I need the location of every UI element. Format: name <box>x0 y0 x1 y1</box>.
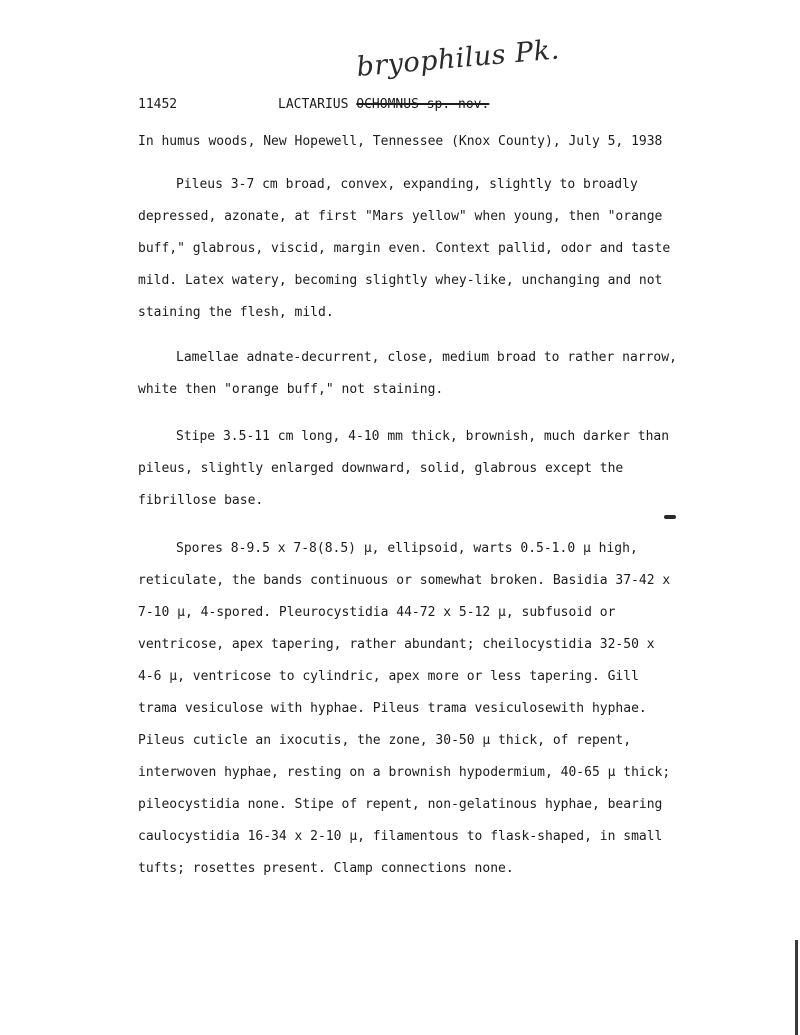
lamellae-paragraph <box>138 342 698 406</box>
text-line: fibrillose base. <box>138 493 264 508</box>
stipe-paragraph <box>138 421 698 517</box>
struck-epithet: OCHOMNUS sp. nov. <box>356 97 490 112</box>
text-line: 7-10 µ, 4-spored. Pleurocystidia 44-72 x 5-12 µ, subfusoid or <box>138 605 616 620</box>
text-line: tufts; rosettes present. Clamp connections none. <box>138 861 514 876</box>
scan-edge-shadow <box>795 940 798 1035</box>
text-line: depressed, azonate, at first "Mars yellow" when young, then "orange <box>138 209 663 224</box>
text-line: 4-6 µ, ventricose to cylindric, apex more or less tapering. Gill <box>138 669 639 684</box>
text-line: Stipe 3.5-11 cm long, 4-10 mm thick, brownish, much darker than <box>176 429 670 444</box>
text-line: buff," glabrous, viscid, margin even. Context pallid, odor and taste <box>138 241 671 256</box>
spores-paragraph <box>138 533 698 885</box>
ink-mark <box>664 515 676 519</box>
pileus-paragraph <box>138 169 698 329</box>
handwritten-annotation: bryophilus Pk. <box>355 34 561 83</box>
locality-line: In humus woods, New Hopewell, Tennessee (Knox County), July 5, 1938 <box>138 134 663 149</box>
text-line: reticulate, the bands continuous or somewhat broken. Basidia 37-42 x <box>138 573 671 588</box>
text-line: Pileus 3-7 cm broad, convex, expanding, slightly to broadly <box>176 177 638 192</box>
genus-name: LACTARIUS <box>278 97 349 112</box>
accession-number: 11452 <box>138 97 178 112</box>
text-line: mild. Latex watery, becoming slightly whey-like, unchanging and not <box>138 273 663 288</box>
header-line <box>138 97 489 112</box>
text-line: white then "orange buff," not staining. <box>138 382 444 397</box>
text-line: ventricose, apex tapering, rather abundant; cheilocystidia 32-50 x <box>138 637 655 652</box>
text-line: caulocystidia 16-34 x 2-10 µ, filamentous to flask-shaped, in small <box>138 829 663 844</box>
text-line: interwoven hyphae, resting on a brownish hypodermium, 40-65 µ thick; <box>138 765 671 780</box>
text-line: staining the flesh, mild. <box>138 305 334 320</box>
text-line: Lamellae adnate-decurrent, close, medium broad to rather narrow, <box>176 350 677 365</box>
text-line: Spores 8-9.5 x 7-8(8.5) µ, ellipsoid, warts 0.5-1.0 µ high, <box>176 541 638 556</box>
text-line: Pileus cuticle an ixocutis, the zone, 30-50 µ thick, of repent, <box>138 733 632 748</box>
text-line: pileocystidia none. Stipe of repent, non-gelatinous hyphae, bearing <box>138 797 663 812</box>
text-line: pileus, slightly enlarged downward, solid, glabrous except the <box>138 461 624 476</box>
text-line: trama vesiculose with hyphae. Pileus trama vesiculosewith hyphae. <box>138 701 647 716</box>
